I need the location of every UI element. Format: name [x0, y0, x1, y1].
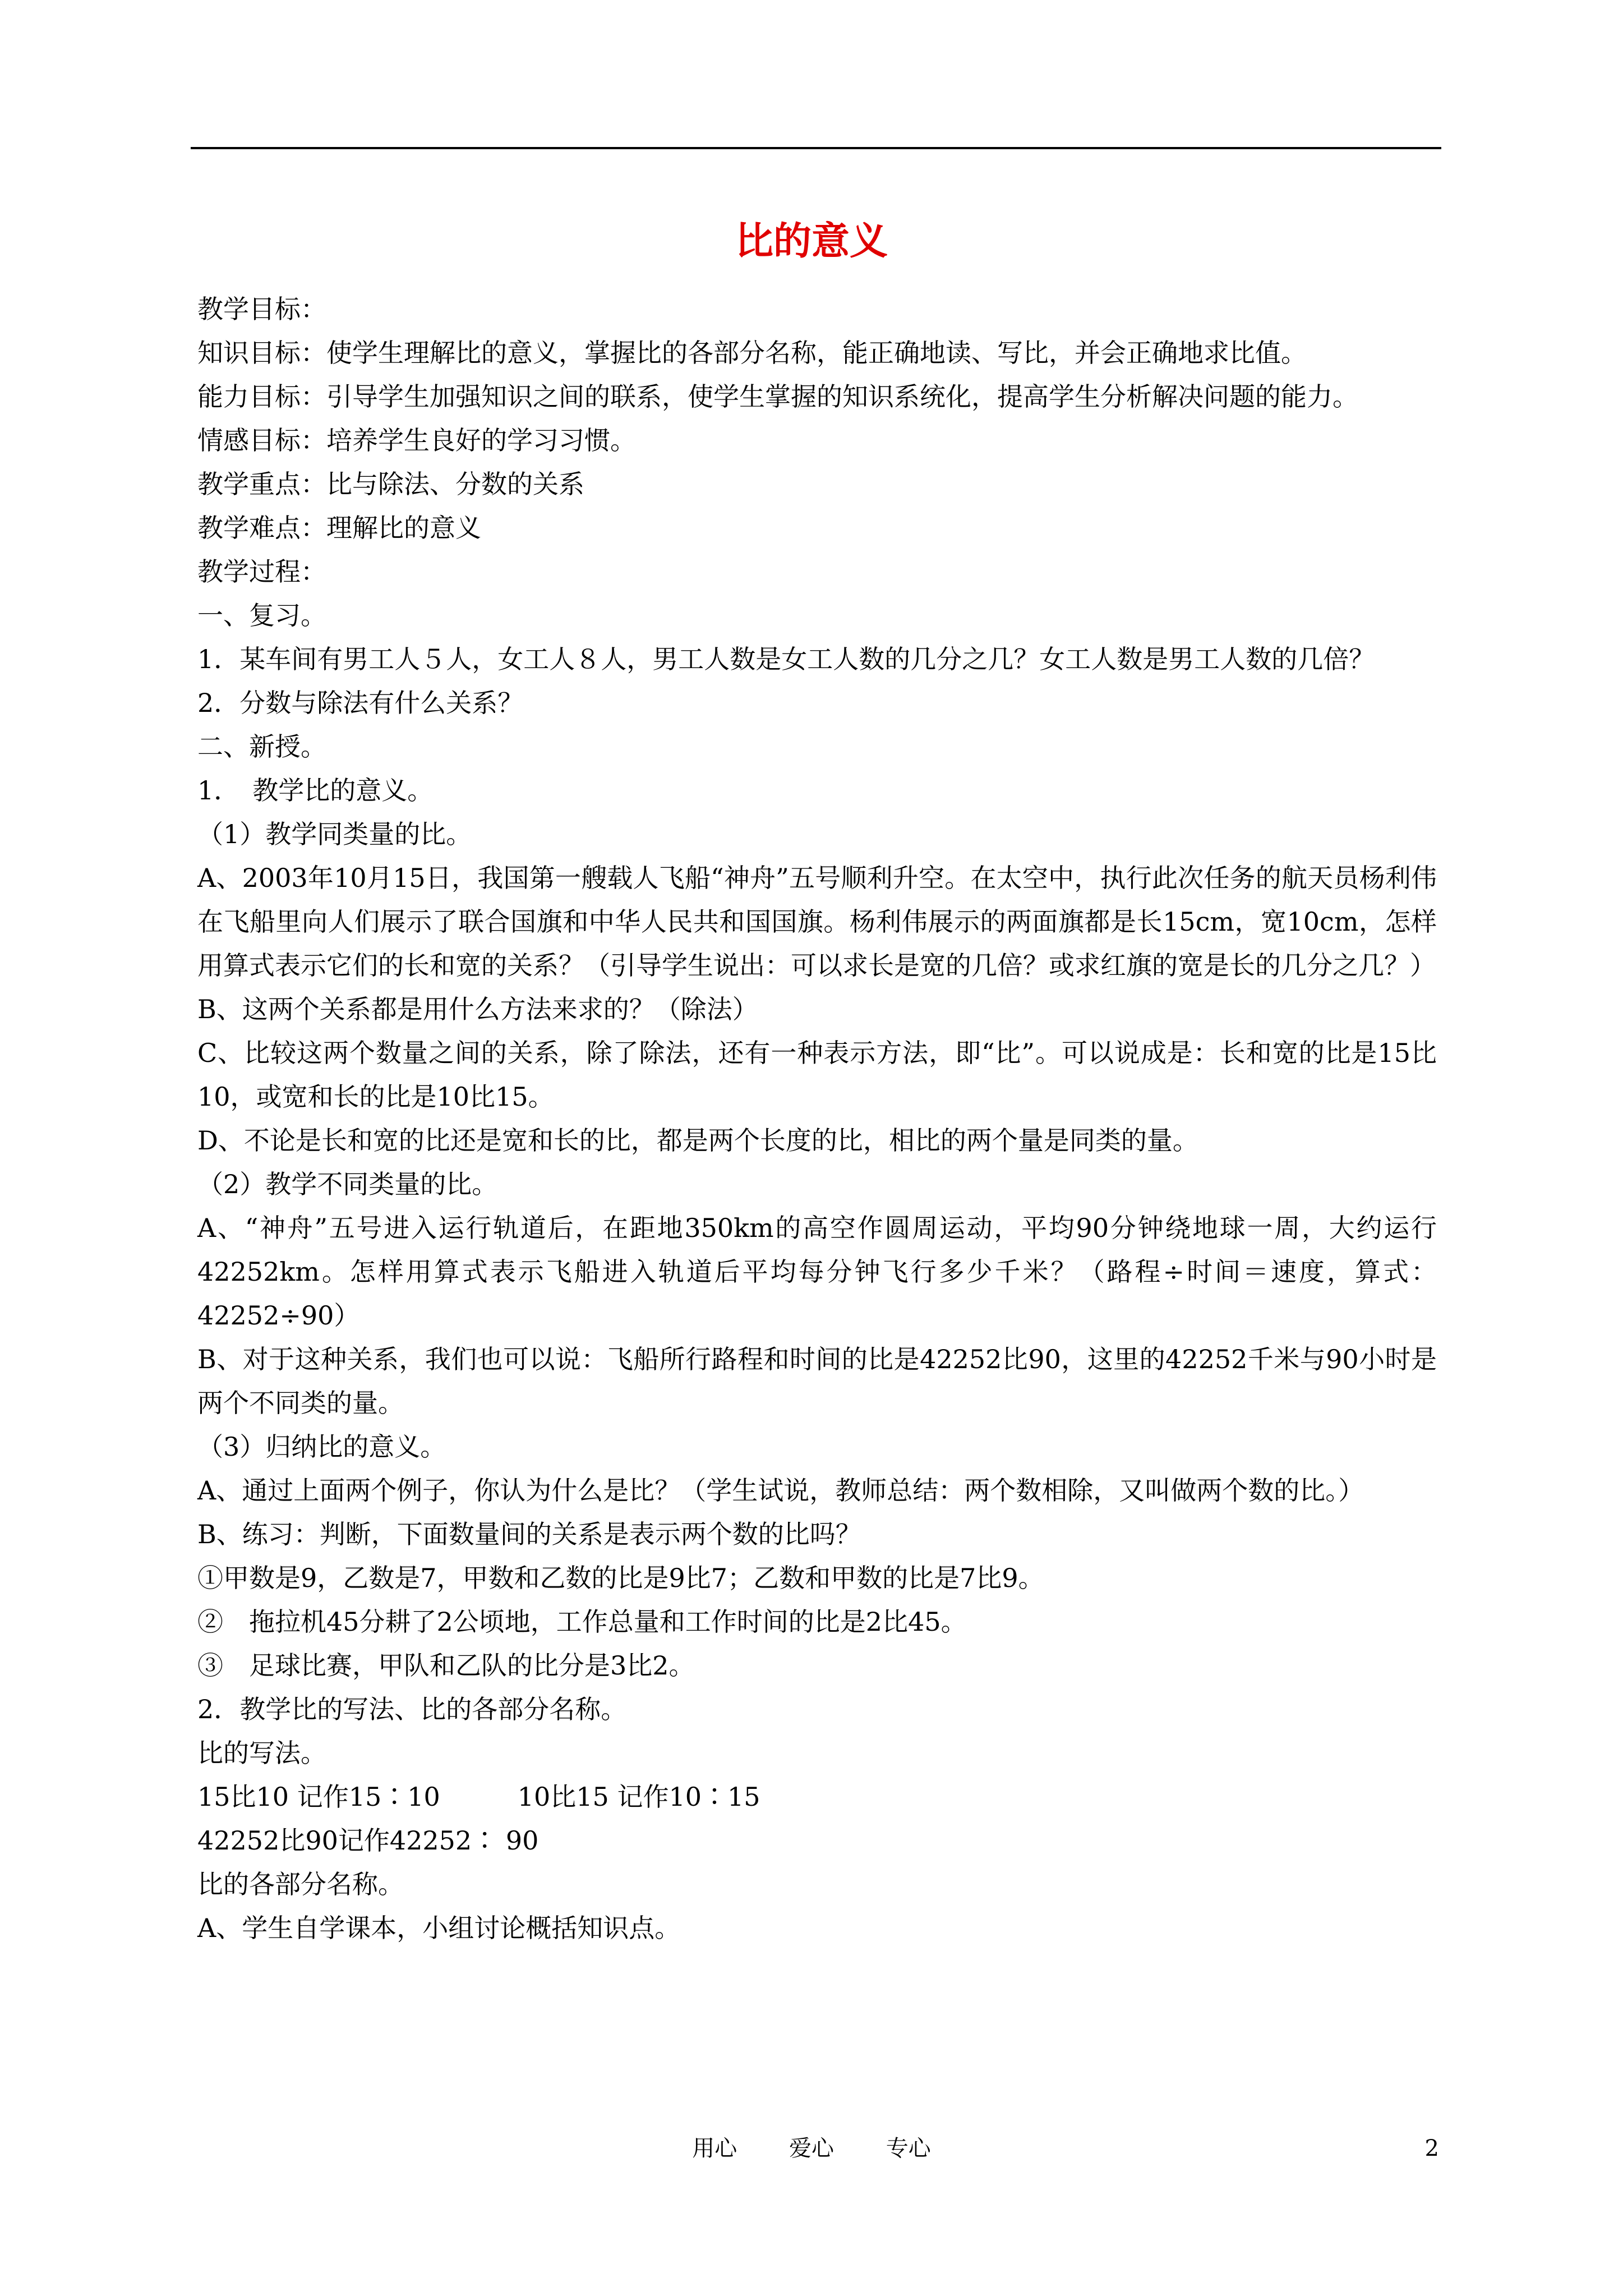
paragraph: （1）教学同类量的比。: [197, 819, 472, 849]
paragraph: 二、新授。: [197, 731, 326, 762]
paragraph: 一、复习。: [197, 600, 326, 631]
footer-word: 爱心: [789, 2136, 834, 2161]
paragraph: 比的各部分名称。: [197, 1869, 404, 1899]
paragraph: A、“神舟”五号进入运行轨道后，在距地350km的高空作圆周运动，平均90分钟绕地球一周，大约运行42252km。怎样用算式表示飞船进入轨道后平均每分钟飞行多少千米？（路程÷时间＝速度，算式：42252÷90）: [197, 1213, 1437, 1331]
paragraph: 情感目标：培养学生良好的学习习惯。: [197, 425, 636, 455]
paragraph: ③ 足球比赛，甲队和乙队的比分是3比2。: [197, 1650, 695, 1681]
page-footer: [0, 2132, 1623, 2165]
paragraph: 15比10 记作15∶10 10比15 记作10∶15: [197, 1782, 760, 1812]
paragraph: 能力目标：引导学生加强知识之间的联系，使学生掌握的知识系统化，提高学生分析解决问题的能力。: [197, 381, 1358, 412]
paragraph: （3）归纳比的意义。: [197, 1432, 446, 1462]
document-body: [197, 287, 1437, 1950]
paragraph: 42252比90记作42252∶ 90: [197, 1825, 539, 1856]
paragraph: 比的写法。: [197, 1738, 326, 1768]
paragraph: 2．分数与除法有什么关系？: [197, 688, 524, 718]
paragraph: 1．某车间有男工人５人，女工人８人，男工人数是女工人数的几分之几？女工人数是男工人数的几倍？: [197, 644, 1375, 674]
paragraph: 2．教学比的写法、比的各部分名称。: [197, 1694, 627, 1724]
paragraph: A、2003年10月15日，我国第一艘载人飞船“神舟”五号顺利升空。在太空中，执行此次任务的航天员杨利伟在飞船里向人们展示了联合国旗和中华人民共和国国旗。杨利伟展示的两面旗都是长15cm，宽10cm，怎样用算式表示它们的长和宽的关系？（引导学生说出：可以求长是宽的几倍？或求红旗的宽是长的几分之几？）: [197, 863, 1437, 981]
paragraph: 1． 教学比的意义。: [197, 775, 434, 806]
header-rule: [191, 147, 1441, 149]
paragraph: C、比较这两个数量之间的关系，除了除法，还有一种表示方法，即“比”。可以说成是：长和宽的比是15比10，或宽和长的比是10比15。: [197, 1038, 1437, 1112]
paragraph: A、通过上面两个例子，你认为什么是比？（学生试说，教师总结：两个数相除，又叫做两个数的比。）: [197, 1475, 1364, 1506]
paragraph: （2）教学不同类量的比。: [197, 1169, 498, 1199]
page-number: 2: [1424, 2136, 1439, 2161]
footer-word: 专心: [886, 2136, 931, 2161]
paragraph: B、这两个关系都是用什么方法来求的？（除法）: [197, 994, 758, 1024]
page-title: 比的意义: [735, 219, 888, 264]
footer-word: 用心: [692, 2136, 737, 2161]
paragraph: B、练习：判断，下面数量间的关系是表示两个数的比吗？: [197, 1519, 861, 1549]
paragraph: 知识目标：使学生理解比的意义，掌握比的各部分名称，能正确地读、写比，并会正确地求比值。: [197, 338, 1307, 368]
paragraph: ② 拖拉机45分耕了2公顷地，工作总量和工作时间的比是2比45。: [197, 1607, 967, 1637]
paragraph: D、不论是长和宽的比还是宽和长的比，都是两个长度的比，相比的两个量是同类的量。: [197, 1125, 1198, 1156]
paragraph: 教学重点：比与除法、分数的关系: [197, 469, 584, 499]
paragraph: 教学过程：: [197, 556, 326, 587]
paragraph: A、学生自学课本，小组讨论概括知识点。: [197, 1913, 681, 1943]
paragraph: 教学目标：: [197, 294, 326, 324]
paragraph: B、对于这种关系，我们也可以说：飞船所行路程和时间的比是42252比90，这里的42252千米与90小时是两个不同类的量。: [197, 1344, 1437, 1418]
paragraph: ①甲数是9，乙数是7，甲数和乙数的比是9比7；乙数和甲数的比是7比9。: [197, 1563, 1044, 1593]
paragraph: 教学难点：理解比的意义: [197, 513, 481, 543]
